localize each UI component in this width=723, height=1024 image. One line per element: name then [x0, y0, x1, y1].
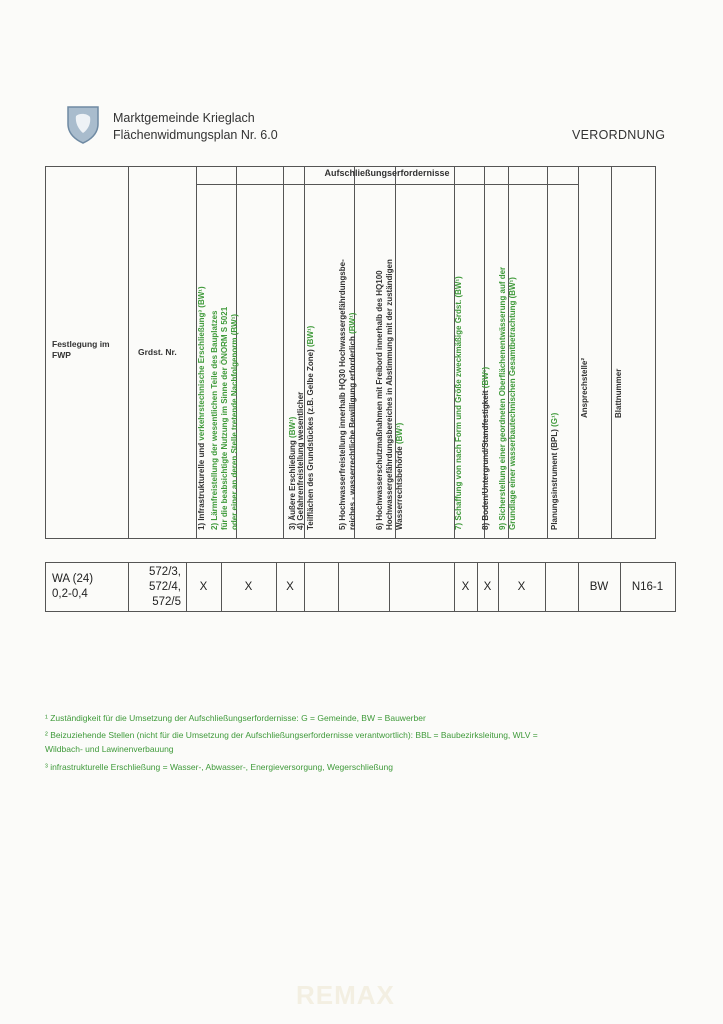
org-header — [113, 110, 278, 144]
row-planung — [545, 563, 578, 611]
footnote-1: ¹ Zuständigkeit für die Umsetzung der Aufschließungserfordernisse: G = Gemeinde, BW = Bauwerber — [45, 713, 426, 723]
footnote-3: ³ infrastrukturelle Erschließung = Wasser-, Abwasser-, Energieversorgung, Wegerschließung — [45, 762, 393, 772]
group-title: Aufschließungserfordernisse — [324, 168, 450, 178]
row-mark-8: X — [483, 581, 492, 593]
req-3: 3) Äußere Erschließung (BW¹) — [288, 416, 297, 530]
shield-crest-icon — [65, 104, 101, 144]
req-5: 5) Hochwasserfreistellung innerhalb HQ30 Hochwassergefährdungsbe- reiches - wasserrechtliche Bewilligung erforderlich (BW¹) — [338, 259, 357, 530]
req-8: 8) Boden/Untergrund/Standfestigkeit (BW¹) — [481, 366, 490, 530]
org-name: Marktgemeinde Krieglach — [113, 111, 255, 125]
row-ansprech: BW — [589, 581, 609, 593]
req-4: 4) Gefahrenfreistellung wesentlicher Teilflächen des Grundstückes (z.B. Gelbe Zone) (BW¹) — [296, 325, 315, 530]
row-mark-1: X — [199, 581, 208, 593]
doc-type: VERORDNUNG — [572, 128, 666, 142]
row-grdst: 572/3, 572/4, 572/5 — [149, 565, 181, 608]
row-mark-4 — [304, 563, 338, 611]
row-blatt: N16-1 — [631, 581, 664, 593]
row-mark-6 — [389, 563, 454, 611]
row-festlegung: WA (24) 0,2-0,4 — [52, 573, 94, 600]
req-2: 2) Lärmfreistellung der wesentlichen Teile des Bauplatzes für die beabsichtigte Nutzung im Sinne der ÖNORM S 5021 oder einer an deren Stelle tretende Nachfolgenorm (BW¹) — [210, 306, 239, 530]
col-grdst: Grdst. Nr. — [138, 347, 177, 357]
col-blatt: Blattnummer — [614, 368, 623, 418]
row-mark-2: X — [244, 581, 253, 593]
plan-name: Flächenwidmungsplan Nr. 6.0 — [113, 128, 278, 142]
footnote-2: ² Beizuziehende Stellen (nicht für die Umsetzung der Aufschließungserfordernisse verantwortlich): BBL = Baubezirksleitung, WLV = — [45, 730, 538, 740]
col-planung: Planungsinstrument (BPL) (G¹) — [550, 412, 559, 530]
row-mark-5 — [338, 563, 389, 611]
req-6: 6) Hochwasserschutzmaßnahmen mit Freibord innerhalb des HQ100 Hochwassergefährdungsbereiches in Abstimmung mit der zuständigen Wasserrechtsbehörde (BW¹) — [375, 259, 404, 530]
row-mark-9: X — [517, 581, 526, 593]
col-ansprech: Ansprechstelle² — [580, 357, 589, 418]
row-mark-3: X — [286, 581, 294, 593]
row-mark-7: X — [461, 581, 470, 593]
req-1: 1) Infrastrukturelle und verkehrstechnische Erschließung³ (BW¹) — [197, 286, 206, 530]
watermark: REMAX — [296, 980, 395, 1010]
req-7: 7) Schaffung von nach Form und Größe zweckmäßige Grdst. (BW¹) — [454, 276, 463, 530]
col-festlegung: Festlegung im FWP — [52, 339, 110, 360]
req-9: 9) Sicherstellung einer geordneten Oberflächenentwässerung auf der Grundlage einer wasserbautechnischen Gesamtbetrachtung (BW¹) — [498, 266, 517, 530]
requirements-table-header — [45, 166, 656, 539]
footnote-2-cont: Wildbach- und Lawinenverbauung — [45, 744, 174, 754]
table-row — [45, 562, 676, 612]
